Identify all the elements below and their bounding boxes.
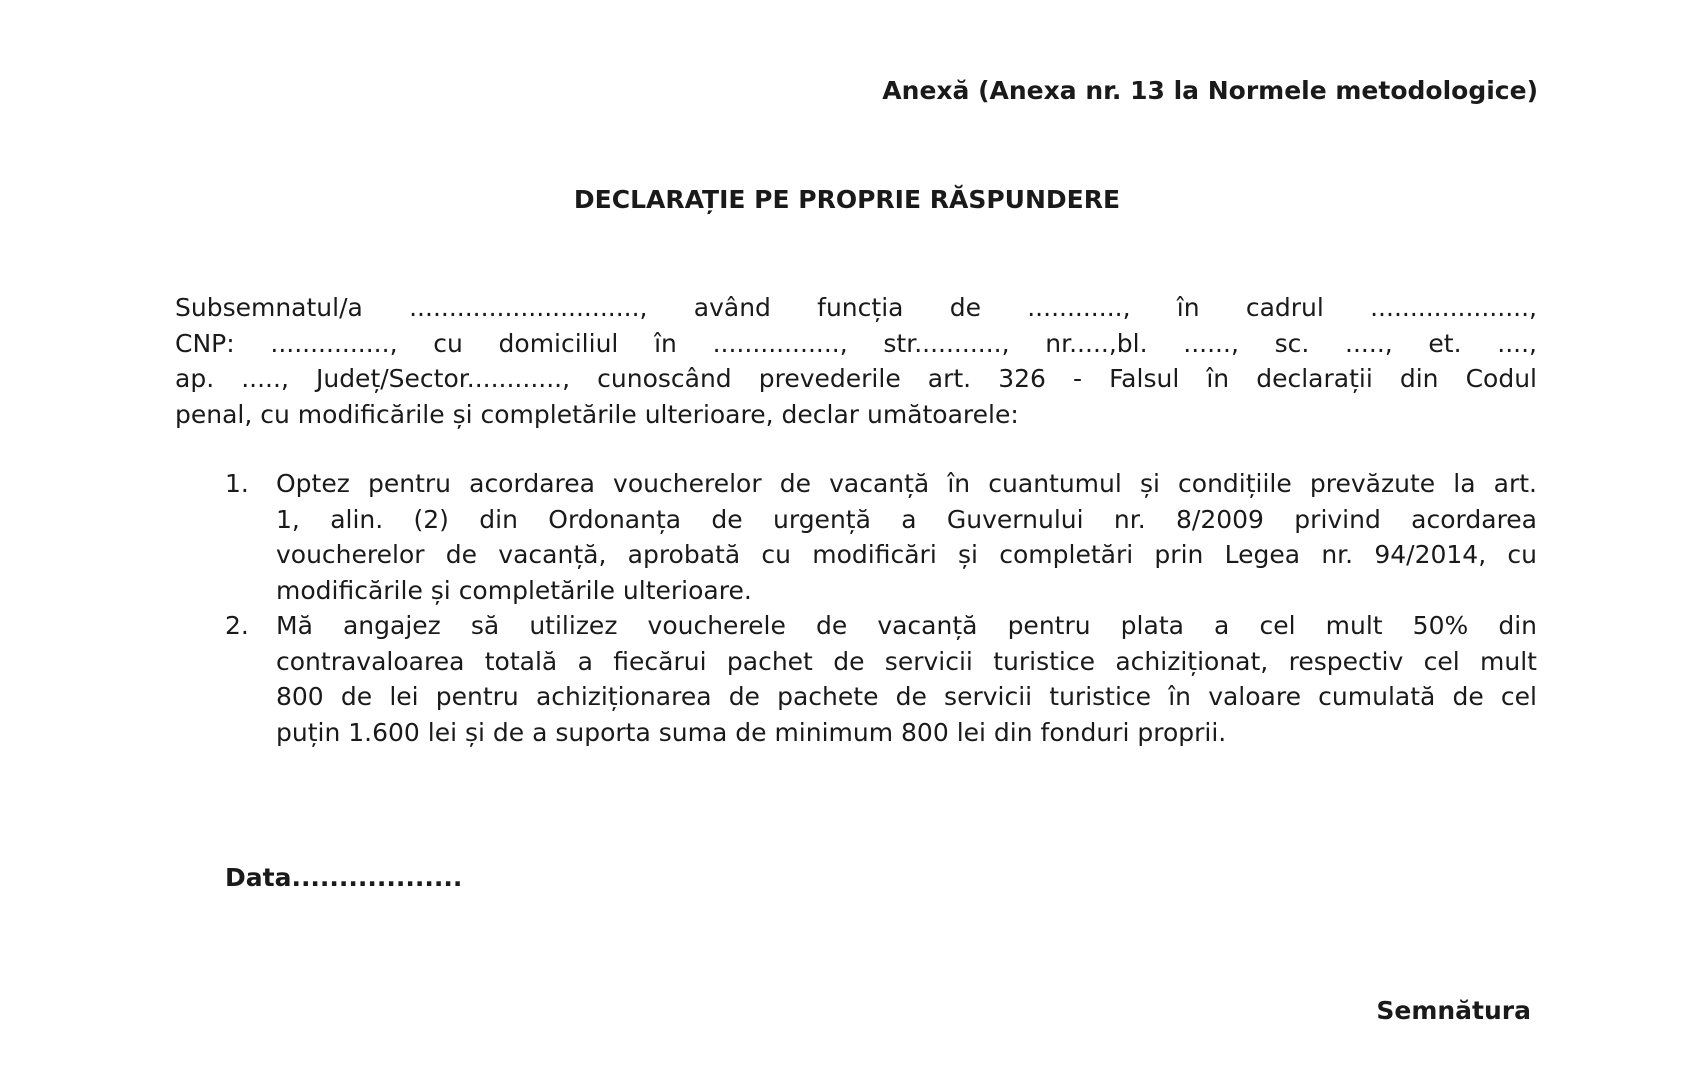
item-line: Mă angajez să utilizez voucherele de vacanță pentru plata a cel mult 50% din (276, 611, 1537, 640)
signature-label: Semnătura (1376, 996, 1531, 1025)
item-number: 1. (225, 469, 249, 498)
item-line: voucherelor de vacanță, aprobată cu modificări și completări prin Legea nr. 94/2014, cu (276, 540, 1537, 569)
date-field: Data.................. (225, 863, 463, 892)
declaration-item (225, 608, 1537, 750)
item-number: 2. (225, 611, 249, 640)
item-line: puțin 1.600 lei și de a suporta suma de minimum 800 lei din fonduri proprii. (276, 717, 1227, 747)
intro-line: ap. ....., Județ/Sector............, cunoscând prevederile art. 326 - Falsul în declarații din Codul (175, 364, 1537, 393)
item-line: contravaloarea totală a fiecărui pachet de servicii turistice achiziționat, respectiv cel mult (276, 646, 1537, 676)
intro-line: CNP: ..............., cu domiciliul în ................, str..........., nr.....,bl. ......, sc. ....., et. ...., (175, 328, 1537, 358)
item-line: Optez pentru acordarea voucherelor de vacanță în cuantumul și condițiile prevăzute la art. (276, 469, 1537, 498)
item-line: 1, alin. (2) din Ordonanța de urgență a Guvernului nr. 8/2009 privind acordarea (276, 504, 1537, 534)
intro-line: Subsemnatul/a ............................., având funcția de ............, în cadrul ...................., (175, 293, 1537, 322)
document-title: DECLARAȚIE PE PROPRIE RĂSPUNDERE (573, 185, 1121, 214)
annex-reference: Anexă (Anexa nr. 13 la Normele metodologice) (882, 76, 1538, 105)
item-line: 800 de lei pentru achiziționarea de pachete de servicii turistice în valoare cumulată de cel (276, 682, 1537, 711)
declaration-items (225, 466, 1537, 750)
intro-paragraph (175, 290, 1537, 432)
intro-line: penal, cu modificările și completările ulterioare, declar umătoarele: (175, 399, 1019, 429)
item-line: modificările și completările ulterioare. (276, 575, 752, 605)
declaration-item (225, 466, 1537, 608)
